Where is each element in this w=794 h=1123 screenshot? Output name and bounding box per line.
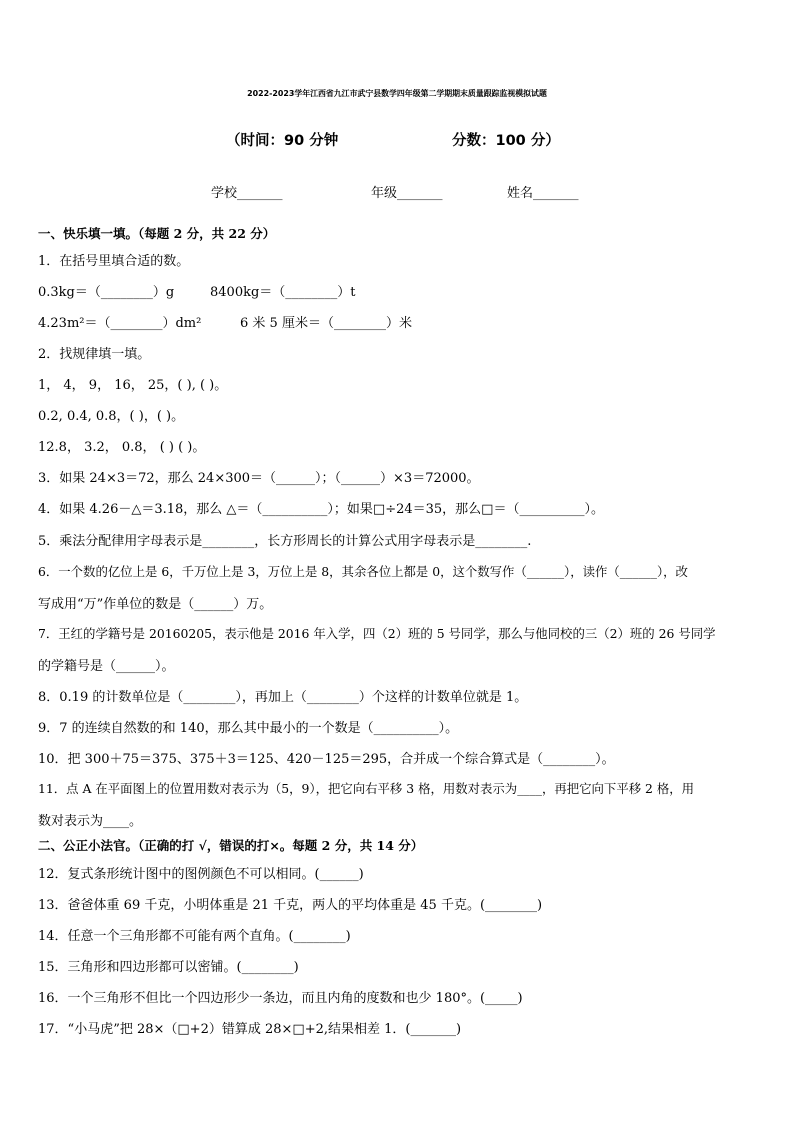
question-2: 2．找规律填一填。 xyxy=(38,347,151,362)
question-9: 9．7 的连续自然数的和 140，那么其中最小的一个数是（__________）。 xyxy=(38,721,459,736)
question-3: 3．如果 24×3＝72，那么 24×300＝（______）；（______）×3＝72000。 xyxy=(38,471,480,486)
question-7-line-2: 的学籍号是（______）。 xyxy=(38,659,175,674)
time-label: （时间：90 分钟 xyxy=(226,133,339,149)
question-2-a: 1， 4， 9， 16， 25，( ), ( )。 xyxy=(38,378,228,393)
question-2-b: 0.2, 0.4, 0.8，( )，( )。 xyxy=(38,409,185,424)
question-13: 13．爸爸体重 69 千克，小明体重是 21 千克，两人的平均体重是 45 千克。(________) xyxy=(38,898,543,913)
question-12: 12．复式条形统计图中的图例颜色不可以相同。(______) xyxy=(38,867,364,882)
question-7-line-1: 7．王红的学籍号是 20160205，表示他是 2016 年入学，四（2）班的 5 号同学，那么与他同校的三（2）班的 26 号同学 xyxy=(38,626,716,641)
grade-field: 年级_______ xyxy=(371,186,443,201)
question-11-line-1: 11．点 A 在平面图上的位置用数对表示为（5，9），把它向右平移 3 格，用数对表示为____，再把它向下平移 2 格，用 xyxy=(38,781,695,796)
question-10: 10．把 300＋75＝375、375＋3＝125、420－125＝295，合并成一个综合算式是（________）。 xyxy=(38,752,615,767)
question-16: 16．一个三角形不但比一个四边形少一条边，而且内角的度数和也少 180°。(_____) xyxy=(38,991,523,1006)
question-6-line-2: 写成用“万”作单位的数是（______）万。 xyxy=(38,597,273,612)
question-11-line-2: 数对表示为____。 xyxy=(38,814,143,829)
question-1-c: 4.23m²＝（________）dm² xyxy=(38,316,202,331)
question-4: 4．如果 4.26－△＝3.18，那么 △＝（__________）；如果□÷24＝35，那么□＝（__________）。 xyxy=(38,502,604,517)
question-8: 8．0.19 的计数单位是（________），再加上（________）个这样的计数单位就是 1。 xyxy=(38,690,528,705)
question-6-line-1: 6．一个数的亿位上是 6，千万位上是 3，万位上是 8，其余各位上都是 0，这个数写作（______），读作（______），改 xyxy=(38,564,688,579)
question-5: 5．乘法分配律用字母表示是________，长方形周长的计算公式用字母表示是________. xyxy=(38,534,532,549)
section-2-heading: 二、公正小法官。（正确的打 √，错误的打×。每题 2 分，共 14 分） xyxy=(38,838,424,853)
question-14: 14．任意一个三角形都不可能有两个直角。(________) xyxy=(38,929,351,944)
name-field: 姓名_______ xyxy=(507,186,579,201)
section-1-heading: 一、快乐填一填。（每题 2 分，共 22 分） xyxy=(38,226,276,241)
question-1: 1．在括号里填合适的数。 xyxy=(38,254,190,269)
question-2-c: 12.8， 3.2， 0.8， ( ) ( )。 xyxy=(38,440,206,455)
question-1-b: 8400kg＝（________）t xyxy=(210,285,356,300)
question-1-a: 0.3kg＝（________）g xyxy=(38,285,175,300)
score-label: 分数：100 分） xyxy=(452,133,560,149)
school-field: 学校_______ xyxy=(211,186,283,201)
question-17: 17．“小马虎”把 28×（□+2）错算成 28×□+2,结果相差 1．(_______) xyxy=(38,1022,462,1037)
exam-title: 2022-2023学年江西省九江市武宁县数学四年级第二学期期末质量跟踪监视模拟试题 xyxy=(247,89,547,98)
question-15: 15．三角形和四边形都可以密铺。(________) xyxy=(38,960,299,975)
question-1-d: 6 米 5 厘米＝（________）米 xyxy=(240,316,412,331)
